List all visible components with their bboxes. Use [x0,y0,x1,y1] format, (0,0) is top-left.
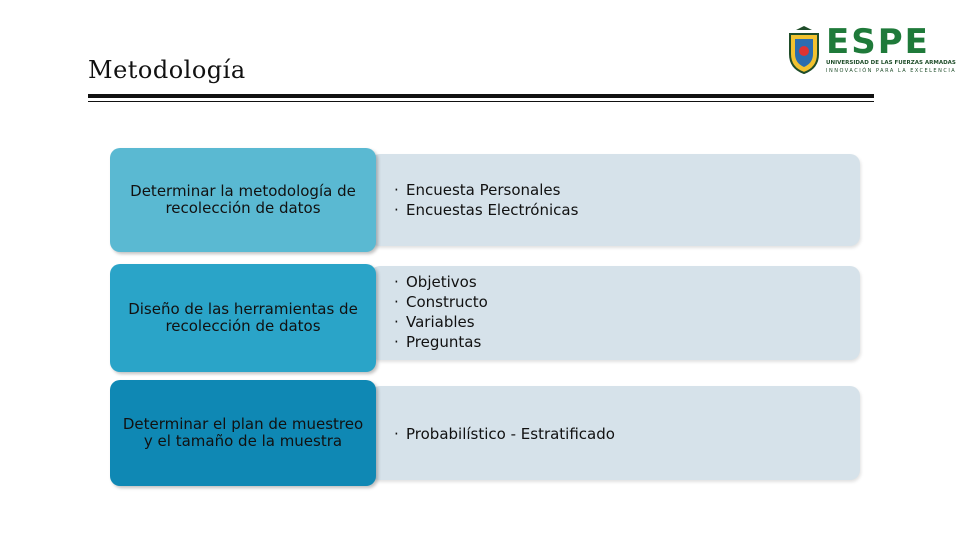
step-box-2 [110,264,376,372]
items-list-3 [394,424,615,444]
step-box-1 [110,148,376,252]
list-item: · Encuesta Personales [394,180,578,200]
items-panel-1 [370,154,860,246]
items-panel-2 [370,266,860,360]
logo-tagline: INNOVACIÓN PARA LA EXCELENCIA [826,68,957,74]
list-item: · Encuestas Electrónicas [394,200,578,220]
items-panel-3 [370,386,860,480]
items-list-2 [394,272,488,352]
process-row-2 [110,264,862,372]
title-rule-thick [88,94,874,98]
process-row-1 [110,148,862,252]
list-item: · Constructo [394,292,488,312]
title-rule-thin [88,101,874,102]
logo-wordmark: ESPE [826,22,930,62]
espe-logo [786,22,957,76]
process-row-3 [110,380,862,486]
list-item: · Objetivos [394,272,488,292]
step-label-2: Diseño de las herramientas de recolección de datos [128,300,358,335]
crest-icon [786,26,822,74]
step-label-1: Determinar la metodología de recolección de datos [130,182,356,217]
list-item: · Variables [394,312,488,332]
list-item: · Probabilístico - Estratificado [394,424,615,444]
logo-subtitle: UNIVERSIDAD DE LAS FUERZAS ARMADAS [826,60,956,66]
step-label-3: Determinar el plan de muestreo y el tamaño de la muestra [122,415,364,450]
step-box-3 [110,380,376,486]
page-title: Metodología [88,56,246,84]
list-item: · Preguntas [394,332,488,352]
items-list-1 [394,180,578,220]
